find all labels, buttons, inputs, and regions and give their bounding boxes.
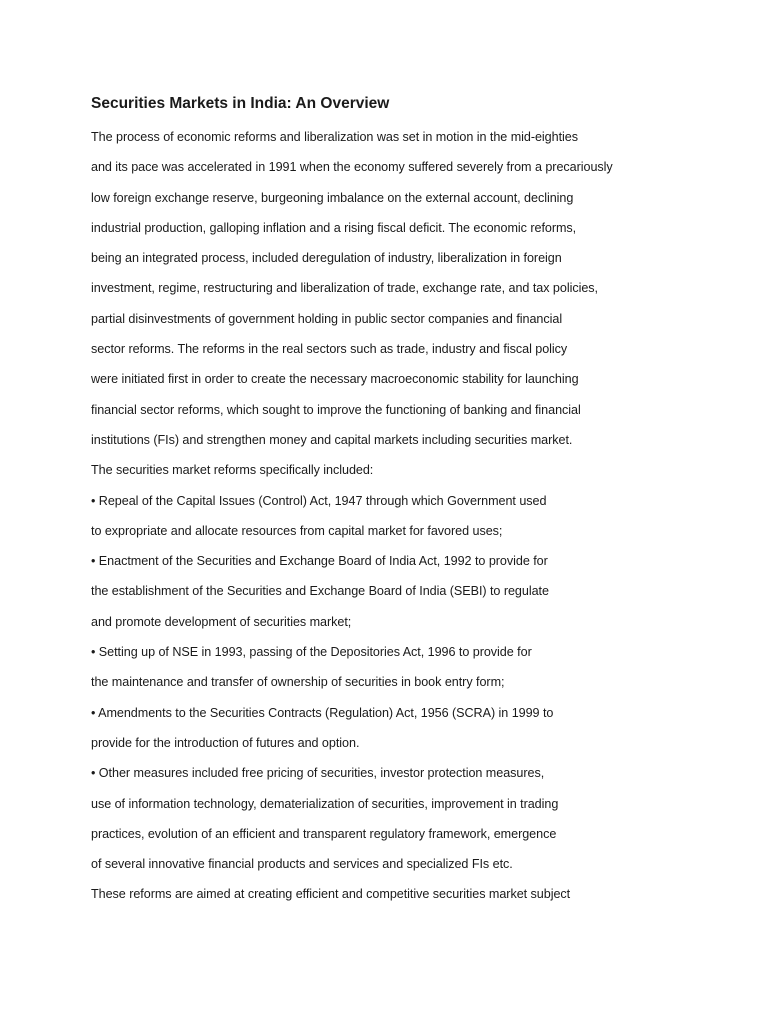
text-line: The process of economic reforms and liberalization was set in motion in the mid-eighties: [91, 130, 578, 144]
text-line: and promote development of securities market;: [91, 614, 352, 629]
document-body: [91, 127, 711, 915]
text-line: and its pace was accelerated in 1991 when the economy suffered severely from a precariously: [91, 160, 613, 175]
text-line: • Enactment of the Securities and Exchange Board of India Act, 1992 to provide for: [91, 554, 548, 569]
text-line: • Setting up of NSE in 1993, passing of the Depositories Act, 1996 to provide for: [91, 645, 532, 660]
text-line: • Other measures included free pricing of securities, investor protection measures,: [91, 766, 545, 781]
text-line: the maintenance and transfer of ownership of securities in book entry form;: [91, 675, 505, 690]
text-line: • Repeal of the Capital Issues (Control) Act, 1947 through which Government used: [91, 493, 547, 508]
text-line: institutions (FIs) and strengthen money and capital markets including securities market.: [91, 432, 573, 447]
text-line: industrial production, galloping inflation and a rising fiscal deficit. The economic reforms,: [91, 220, 577, 235]
text-line: • Amendments to the Securities Contracts (Regulation) Act, 1956 (SCRA) in 1999 to: [91, 705, 554, 720]
text-line: partial disinvestments of government holding in public sector companies and financial: [91, 311, 563, 326]
text-line: These reforms are aimed at creating efficient and competitive securities market subject: [91, 887, 571, 902]
document-title: Securities Markets in India: An Overview: [91, 95, 390, 112]
text-line: to expropriate and allocate resources from capital market for favored uses;: [91, 523, 503, 538]
text-line: practices, evolution of an efficient and transparent regulatory framework, emergence: [91, 826, 557, 841]
text-line: of several innovative financial products and services and specialized FIs etc.: [91, 857, 513, 872]
text-line: being an integrated process, included deregulation of industry, liberalization in foreign: [91, 251, 562, 266]
text-line: investment, regime, restructuring and liberalization of trade, exchange rate, and tax policies,: [91, 281, 598, 296]
text-line: financial sector reforms, which sought to improve the functioning of banking and financial: [91, 402, 581, 417]
text-line: sector reforms. The reforms in the real sectors such as trade, industry and fiscal policy: [91, 342, 568, 357]
text-line: the establishment of the Securities and Exchange Board of India (SEBI) to regulate: [91, 584, 549, 599]
text-line: low foreign exchange reserve, burgeoning imbalance on the external account, declining: [91, 190, 574, 205]
text-line: provide for the introduction of futures and option.: [91, 735, 360, 750]
text-line: use of information technology, dematerialization of securities, improvement in trading: [91, 796, 559, 811]
text-line: were initiated first in order to create the necessary macroeconomic stability for launching: [91, 372, 579, 387]
text-line: The securities market reforms specifically included:: [91, 463, 374, 478]
